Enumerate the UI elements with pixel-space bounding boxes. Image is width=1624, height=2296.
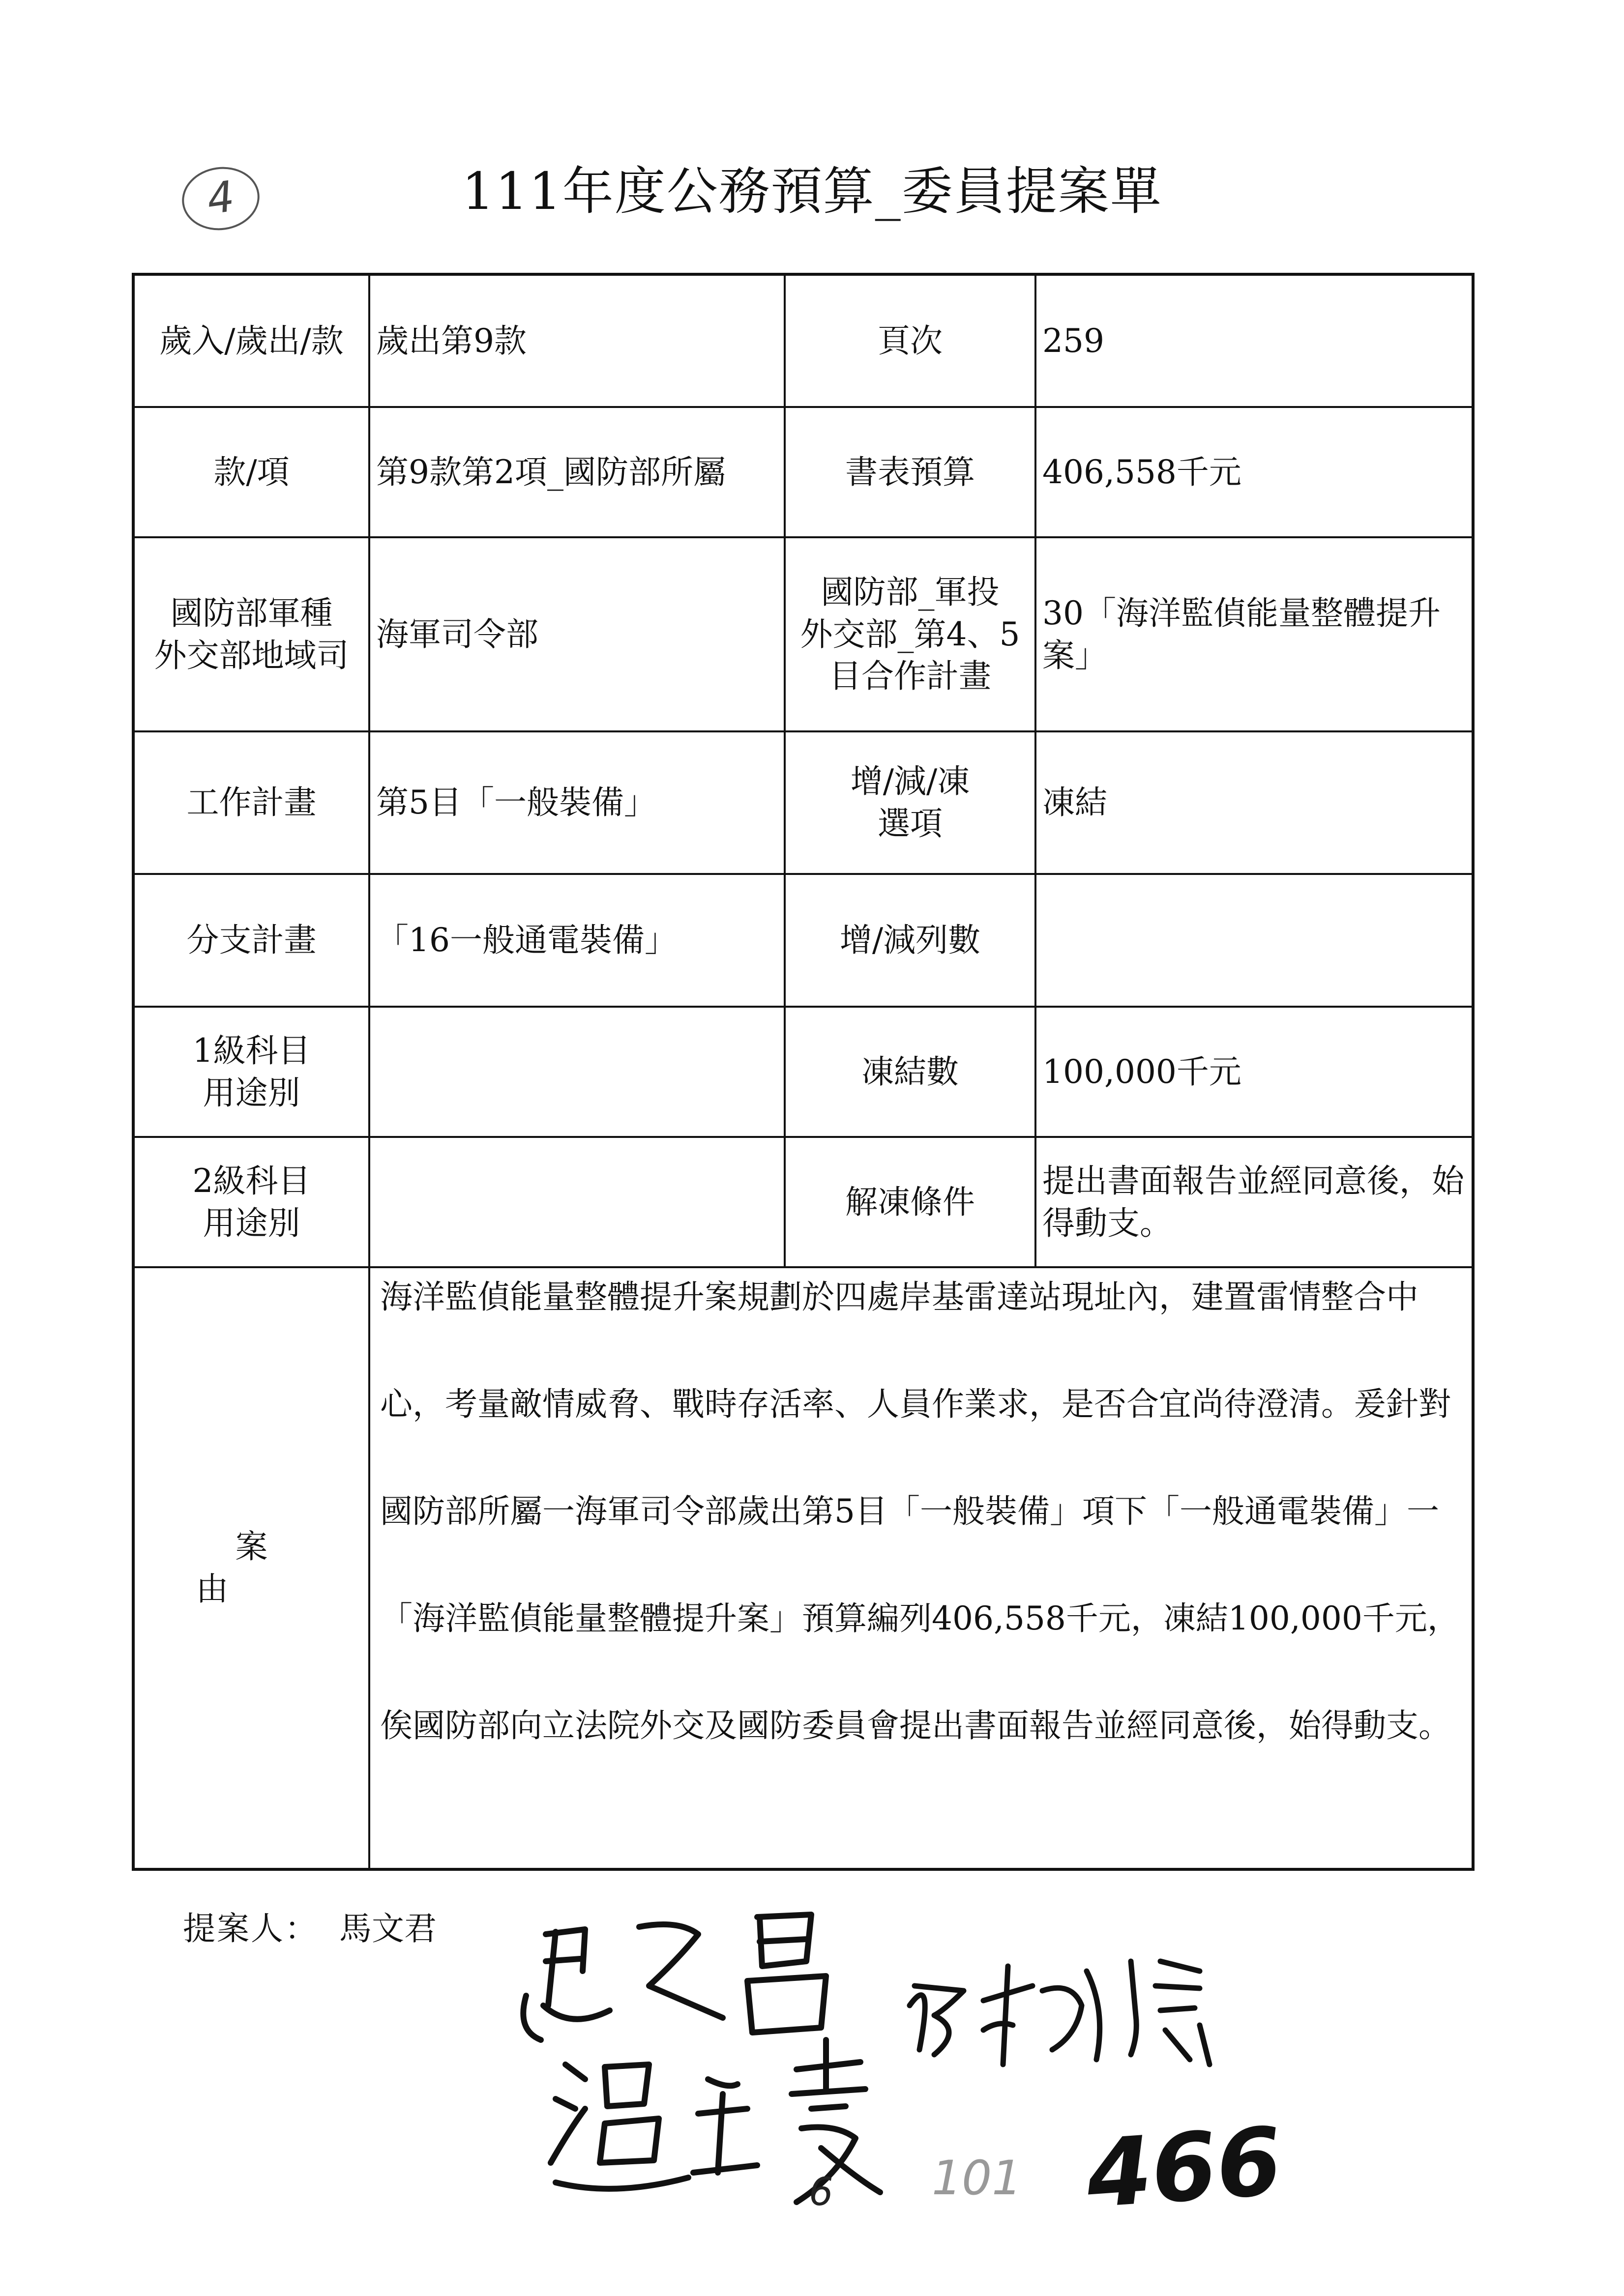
value-budget-type: 歲出第9款 (369, 274, 785, 407)
label-adjust-option-line2: 選項 (878, 805, 943, 843)
document-title: 111年度公務預算_委員提案單 (462, 161, 1162, 221)
label-branch-line1: 國防部軍種 (170, 594, 333, 632)
value-cooperation-plan: 30「海洋監偵能量整體提升案」 (1035, 537, 1473, 731)
label-branch-plan: 分支計畫 (133, 874, 369, 1007)
proposer-name: 馬文君 (339, 1910, 437, 1947)
label-budget-amount: 書表預算 (785, 407, 1035, 537)
label-cooperation-plan-line3: 目合作計畫 (829, 657, 991, 696)
value-branch-plan: 「16一般通電裝備」 (369, 874, 785, 1007)
label-cooperation-plan-line1: 國防部_軍投 (821, 573, 1000, 611)
label-frozen-amount: 凍結數 (785, 1007, 1035, 1137)
value-work-plan: 第5目「一般裝備」 (369, 731, 785, 874)
value-page-number: 259 (1035, 274, 1473, 407)
label-level1-item-line2: 用途別 (203, 1074, 300, 1112)
signature-1 (523, 1915, 826, 2040)
circled-page-number: 4 (178, 162, 264, 235)
label-work-plan: 工作計畫 (133, 731, 369, 874)
handwritten-number-middle: 101 (932, 2151, 1022, 2206)
label-level2-item-line1: 2級科目 (192, 1162, 311, 1200)
label-unfreeze-condition: 解凍條件 (785, 1137, 1035, 1267)
label-branch-line2: 外交部地域司 (154, 636, 349, 674)
handwritten-number-left: 6 (809, 2170, 833, 2214)
value-adjust-option: 凍結 (1035, 731, 1473, 874)
label-level1-item-line1: 1級科目 (192, 1031, 311, 1070)
label-adjust-option-line1: 增/減/凍 (850, 762, 970, 801)
reason-text: 海洋監偵能量整體提升案規劃於四處岸基雷達站現址內，建置雷情整合中心，考量敵情威脅、戰時存活率、人員作業求，是否合宜尚待澄清。爰針對國防部所屬一海軍司令部歲出第5目「一般裝備」項下「一般通電裝備」一「海洋監偵能量整體提升案」預算編列406,558千元，凍結100,000千元，俟國防部向立法院外交及國防委員會提出書面報告並經同意後，始得動支。 (380, 1278, 1460, 1744)
value-section: 第9款第2項_國防部所屬 (369, 407, 785, 537)
value-budget-amount: 406,558千元 (1035, 407, 1473, 537)
label-level2-item-line2: 用途別 (203, 1204, 300, 1242)
label-cooperation-plan-line2: 外交部_第4、5 (800, 615, 1020, 653)
label-budget-type: 歲入/歲出/款 (133, 274, 369, 407)
handwritten-number-right: 466 (1083, 2107, 1285, 2229)
value-frozen-amount: 100,000千元 (1035, 1007, 1473, 1137)
label-section: 款/項 (133, 407, 369, 537)
signature-3 (910, 1961, 1210, 2064)
label-adjust-amount: 增/減列數 (785, 874, 1035, 1007)
label-page-number: 頁次 (785, 274, 1035, 407)
value-branch: 海軍司令部 (369, 537, 785, 731)
value-unfreeze-condition: 提出書面報告並經同意後，始得動支。 (1035, 1137, 1473, 1267)
label-reason-text: 案由 (196, 1528, 347, 1608)
proposer-label: 提案人： (183, 1910, 319, 1947)
